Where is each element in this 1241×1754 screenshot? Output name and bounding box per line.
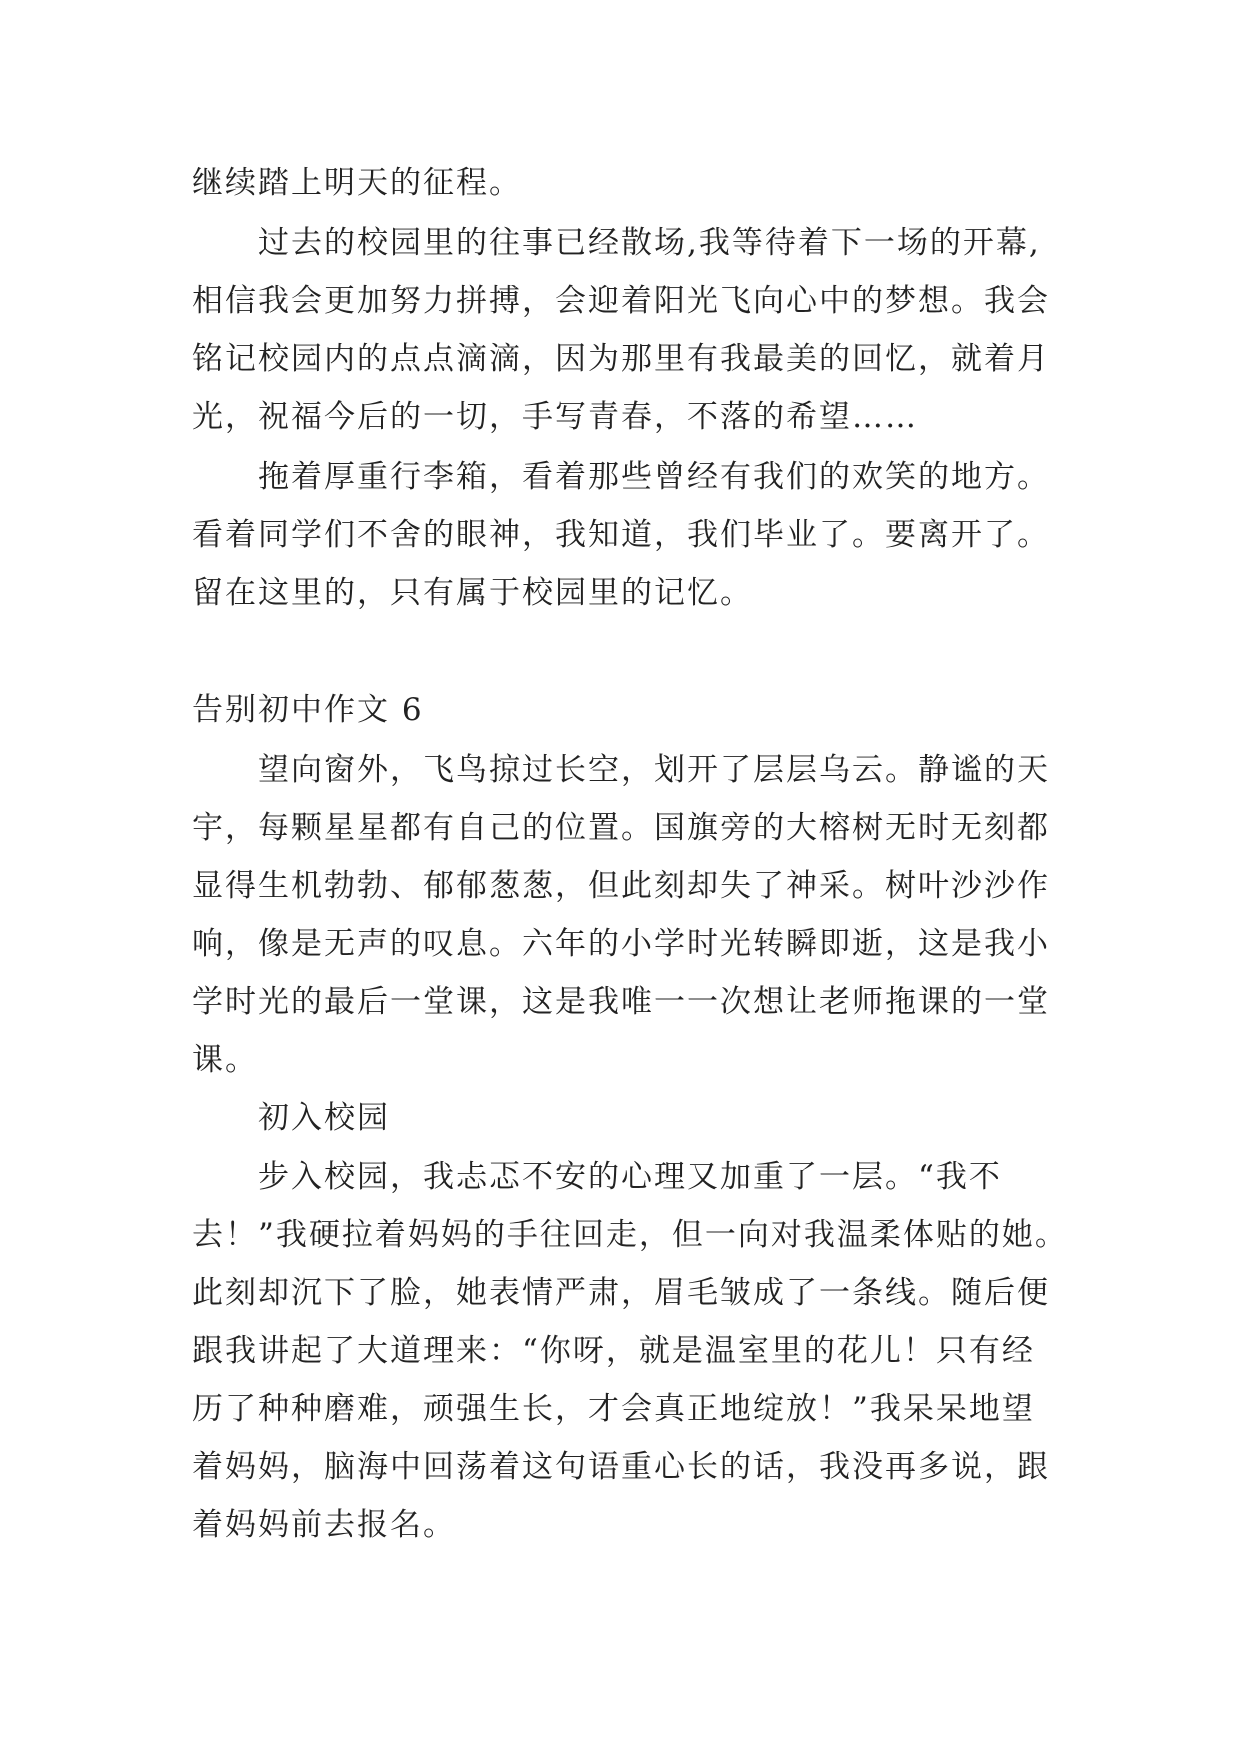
paragraph-line: 学时光的最后一堂课，这是我唯一一次想让老师拖课的一堂	[192, 984, 1050, 1020]
paragraph-line: 此刻却沉下了脸，她表情严肃，眉毛皱成了一条线。随后便	[192, 1275, 1050, 1311]
paragraph-line: 相信我会更加努力拼搏，会迎着阳光飞向心中的梦想。我会	[192, 283, 1050, 319]
paragraph-line: 继续踏上明天的征程。	[192, 165, 522, 201]
subheading: 初入校园	[258, 1100, 390, 1136]
paragraph-line: 留在这里的，只有属于校园里的记忆。	[192, 575, 753, 611]
paragraph-line: 课。	[192, 1042, 258, 1078]
paragraph-line: 看着同学们不舍的眼神，我知道，我们毕业了。要离开了。	[192, 517, 1050, 553]
paragraph-line: 光，祝福今后的一切，手写青春，不落的希望……	[192, 399, 918, 435]
paragraph-line: 拖着厚重行李箱，看着那些曾经有我们的欢笑的地方。	[258, 459, 1050, 495]
paragraph-line: 跟我讲起了大道理来：“你呀，就是温室里的花儿！只有经	[192, 1333, 1035, 1369]
paragraph-line: 宇，每颗星星都有自己的位置。国旗旁的大榕树无时无刻都	[192, 810, 1050, 846]
paragraph-line: 步入校园，我忐忑不安的心理又加重了一层。“我不	[258, 1159, 1002, 1195]
paragraph-line: 铭记校园内的点点滴滴，因为那里有我最美的回忆，就着月	[192, 341, 1050, 377]
paragraph-line: 显得生机勃勃、郁郁葱葱，但此刻却失了神采。树叶沙沙作	[192, 868, 1050, 904]
paragraph-line: 着妈妈前去报名。	[192, 1507, 456, 1543]
paragraph-line: 历了种种磨难，顽强生长，才会真正地绽放！”我呆呆地望	[192, 1391, 1035, 1427]
paragraph-line: 过去的校园里的往事已经散场,我等待着下一场的开幕,	[258, 225, 1041, 261]
section-heading: 告别初中作文 6	[192, 692, 424, 728]
paragraph-line: 响，像是无声的叹息。六年的小学时光转瞬即逝，这是我小	[192, 926, 1050, 962]
paragraph-line: 去！”我硬拉着妈妈的手往回走，但一向对我温柔体贴的她。	[192, 1217, 1068, 1253]
paragraph-line: 望向窗外，飞鸟掠过长空，划开了层层乌云。静谧的天	[258, 752, 1050, 788]
paragraph-line: 着妈妈，脑海中回荡着这句语重心长的话，我没再多说，跟	[192, 1449, 1050, 1485]
